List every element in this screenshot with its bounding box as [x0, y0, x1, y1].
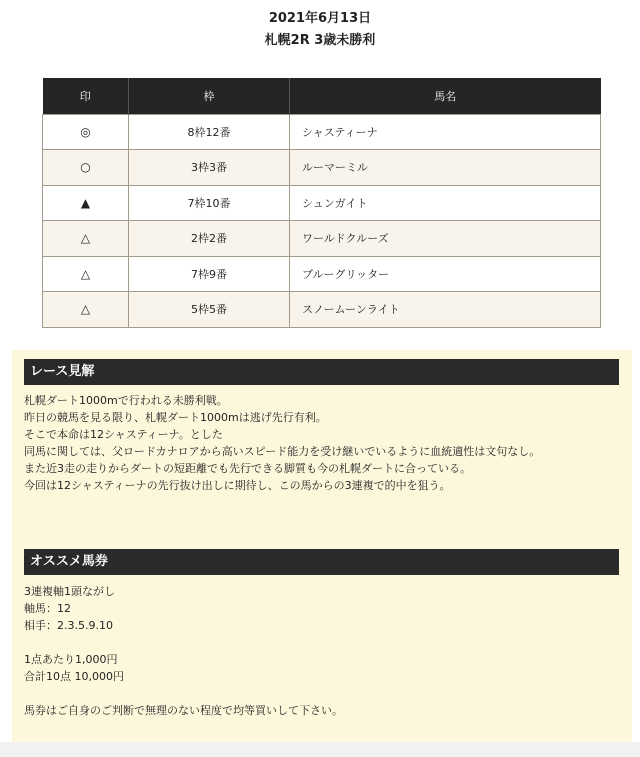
table-row	[43, 221, 601, 257]
frame-cell: 7枠9番	[129, 256, 290, 292]
total-amount: 合計10点 10,000円	[24, 670, 124, 683]
horse-name-cell: スノームーンライト	[290, 292, 601, 328]
content-panel	[12, 350, 632, 742]
mark-cell: ○	[43, 150, 129, 186]
frame-cell: 3枠3番	[129, 150, 290, 186]
mark-cell: △	[43, 292, 129, 328]
analysis-body	[24, 392, 624, 494]
analysis-line: 今回は12シャスティーナの先行抜け出しに期待し、この馬からの3連複で的中を狙う。	[24, 479, 451, 492]
horse-name-cell: ルーマーミル	[290, 150, 601, 186]
horse-name-cell: ワールドクルーズ	[290, 221, 601, 257]
table-row	[43, 292, 601, 328]
frame-cell: 2枠2番	[129, 221, 290, 257]
mark-cell: △	[43, 256, 129, 292]
partner-horses: 相手：2.3.5.9.10	[24, 619, 113, 632]
page-footer-bar	[0, 742, 640, 757]
analysis-line: 同馬に関しては、父ロードカナロアから高いスピード能力を受け継いでいるように血統適性は文句なし。	[24, 445, 541, 458]
analysis-title: レース見解	[24, 359, 619, 385]
frame-cell: 5枠5番	[129, 292, 290, 328]
analysis-line: 札幌ダート1000mで行われる未勝利戦。	[24, 394, 228, 407]
race-name: 札幌2R 3歳未勝利	[264, 33, 376, 48]
race-date: 2021年6月13日	[268, 11, 372, 26]
col-header-mark: 印	[43, 78, 129, 114]
axis-horse: 軸馬：12	[24, 602, 71, 615]
frame-cell: 8枠12番	[129, 114, 290, 150]
analysis-line: 昨日の競馬を見る限り、札幌ダート1000mは逃げ先行有利。	[24, 411, 327, 424]
table-row	[43, 256, 601, 292]
recommend-title: オススメ馬券	[24, 549, 619, 575]
horse-name-cell: シュンガイト	[290, 185, 601, 221]
recommend-body	[24, 583, 624, 719]
prediction-table	[42, 78, 601, 328]
horse-name-cell: ブルーグリッター	[290, 256, 601, 292]
horse-name-cell: シャスティーナ	[290, 114, 601, 150]
table-row	[43, 185, 601, 221]
table-header-row	[43, 78, 601, 114]
frame-cell: 7枠10番	[129, 185, 290, 221]
bet-type: 3連複軸1頭ながし	[24, 585, 115, 598]
mark-cell: ◎	[43, 114, 129, 150]
table-row	[43, 114, 601, 150]
mark-cell: △	[43, 221, 129, 257]
analysis-line: そこで本命は12シャスティーナ。とした	[24, 428, 223, 441]
per-point-amount: 1点あたり1,000円	[24, 653, 118, 666]
analysis-line: また近3走の走りからダートの短距離でも先行できる脚質も今の札幌ダートに合っている。	[24, 462, 471, 475]
col-header-horse: 馬名	[290, 78, 601, 114]
race-header	[0, 0, 640, 50]
purchase-note: 馬券はご自身のご判断で無理のない程度で均等買いして下さい。	[24, 704, 343, 717]
mark-cell: ▲	[43, 185, 129, 221]
col-header-frame: 枠	[129, 78, 290, 114]
table-row	[43, 150, 601, 186]
